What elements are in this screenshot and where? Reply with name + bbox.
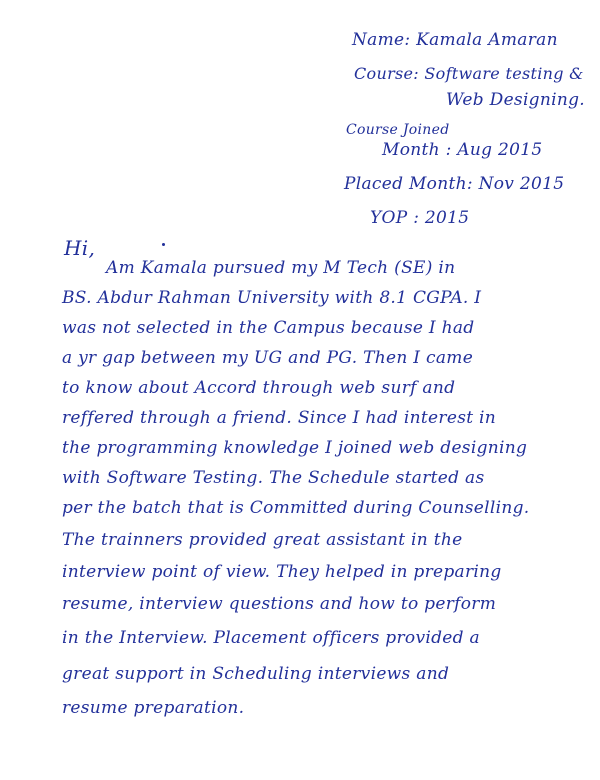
- letter-line: to know about Accord through web surf and: [62, 378, 456, 398]
- letter-line: in the Interview. Placement officers provided a: [62, 628, 480, 648]
- year-of-passing: YOP : 2015: [370, 208, 470, 228]
- letter-line: Am Kamala pursued my M Tech (SE) in: [106, 258, 456, 278]
- letter-line: The trainners provided great assistant in the: [62, 530, 463, 550]
- student-name: Name: Kamala Amaran: [352, 30, 558, 50]
- letter-line: a yr gap between my UG and PG. Then I came: [62, 348, 474, 368]
- letter-line: the programming knowledge I joined web designing: [62, 438, 528, 458]
- letter-line: great support in Scheduling interviews and: [62, 664, 450, 684]
- ink-dot: [162, 243, 165, 246]
- letter-line: resume, interview questions and how to perform: [62, 594, 497, 614]
- greeting: Hi,: [64, 236, 96, 260]
- letter-line: was not selected in the Campus because I had: [62, 318, 475, 338]
- course-joined-month: Month : Aug 2015: [382, 140, 543, 160]
- course-line-1: Course: Software testing &: [354, 64, 584, 83]
- course-joined-label: Course Joined: [346, 122, 450, 138]
- placed-month: Placed Month: Nov 2015: [344, 174, 565, 194]
- letter-line: BS. Abdur Rahman University with 8.1 CGPA. I: [62, 288, 482, 308]
- letter-line: interview point of view. They helped in preparing: [62, 562, 502, 582]
- letter-line: reffered through a friend. Since I had interest in: [62, 408, 497, 428]
- letter-line: with Software Testing. The Schedule started as: [62, 468, 485, 488]
- letter-line: resume preparation.: [62, 698, 245, 718]
- course-line-2: Web Designing.: [446, 90, 585, 110]
- letter-line: per the batch that is Committed during Counselling.: [62, 498, 530, 518]
